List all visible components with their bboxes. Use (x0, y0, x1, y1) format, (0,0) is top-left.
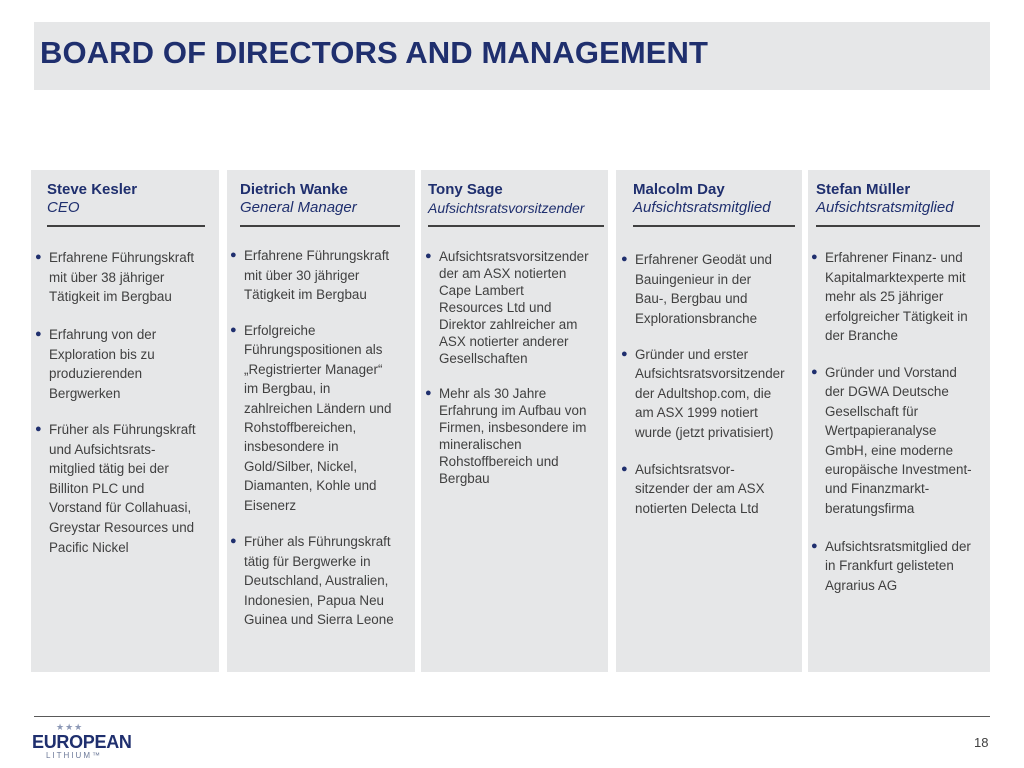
bullet-icon: ● (621, 463, 628, 475)
bullet-item: ● Früher als Führungskraft tätig für Bergwerke in Deutschland, Australien, Indonesien, Papua Neu Guinea und Sierra Leone (230, 534, 394, 628)
logo-wordmark: EUROPEAN (32, 732, 132, 752)
divider (47, 225, 205, 227)
bullet-icon: ● (230, 249, 237, 261)
bullet-icon: ● (425, 250, 432, 262)
bullet-item: ● Erfahrung von der Exploration bis zu produzierenden Bergwerken (35, 327, 157, 401)
bullet-item: ● Aufsichtsratsvor- sitzender der am ASX notierten Delecta Ltd (621, 462, 765, 516)
bullet-item: ● Erfahrene Führungskraft mit über 38 jähriger Tätigkeit im Bergbau (35, 250, 195, 305)
bullet-icon: ● (230, 535, 237, 547)
bullet-item: ● Gründer und erster Aufsichtsratsvorsitzender der Adultshop.com, die am ASX 1999 notiert wurde (jetzt privatisiert) (621, 347, 785, 440)
european-lithium-logo (32, 722, 132, 762)
bullet-icon: ● (621, 348, 628, 360)
person-name: Steve Kesler (47, 181, 138, 198)
column-tony-sage (421, 170, 608, 672)
bullet-icon: ● (35, 251, 42, 263)
page-number: 18 (974, 735, 989, 750)
person-role: Aufsichtsratsmitglied (816, 199, 954, 216)
bullet-icon: ● (811, 251, 818, 263)
bullet-icon: ● (621, 253, 628, 265)
person-role: CEO (47, 199, 80, 216)
column-dietrich-wanke (227, 170, 415, 672)
divider (240, 225, 400, 227)
person-role: Aufsichtsratsmitglied (633, 199, 771, 216)
bullet-item: ● Erfahrener Finanz- und Kapitalmarktexperte mit mehr als 25 jähriger erfolgreicher Tätigkeit in der Branche (811, 250, 968, 344)
bullet-item: ● Aufsichtsratsmitglied der in Frankfurt gelisteten Agrarius AG (811, 539, 971, 593)
person-name: Stefan Müller (816, 181, 911, 198)
bullet-icon: ● (35, 328, 42, 340)
bullet-item: ● Gründer und Vorstand der DGWA Deutsche Gesellschaft für Wertpapieranalyse GmbH, eine moderne europäische Investment- und Finanzmarkt- beratungsfirma (811, 365, 972, 516)
person-name: Tony Sage (428, 181, 503, 198)
bullet-icon: ● (35, 423, 42, 435)
bullet-item: ● Früher als Führungskraft und Aufsichtsrats- mitglied tätig bei der Billiton PLC und Vorstand für Collahuasi, Greystar Resources und Pacific Nickel (35, 422, 196, 555)
column-stefan-mueller (808, 170, 990, 672)
bullet-item: ● Erfahrene Führungskraft mit über 30 jähriger Tätigkeit im Bergbau (230, 248, 390, 303)
logo-subtitle: LITHIUM™ (46, 751, 102, 760)
bullet-icon: ● (811, 366, 818, 378)
divider (633, 225, 795, 227)
bullet-item: ● Erfahrener Geodät und Bauingenieur in der Bau-, Bergbau und Explorationsbranche (621, 252, 772, 326)
bullet-item: ● Aufsichtsratsvorsitzender der am ASX notierten Cape Lambert Resources Ltd und Direktor zahlreicher am ASX notierter anderer Gesellschaften (425, 249, 589, 366)
divider (816, 225, 980, 227)
logo-stars-icon: ★★★ (56, 722, 84, 732)
person-name: Malcolm Day (633, 181, 725, 198)
bullet-item: ● Erfolgreiche Führungspositionen als „Registrierter Manager“ im Bergbau, in zahlreichen Ländern und Rohstoffbereichen, insbesondere in Gold/Silber, Nickel, Diamanten, Kohle und Eisenerz (230, 323, 392, 513)
column-steve-kesler (31, 170, 219, 672)
person-name: Dietrich Wanke (240, 181, 348, 198)
page-title: BOARD OF DIRECTORS AND MANAGEMENT (40, 35, 709, 70)
bullet-icon: ● (425, 387, 432, 399)
footer-divider (34, 716, 990, 717)
person-role: Aufsichtsratsvorsitzender (428, 200, 585, 216)
bullet-item: ● Mehr als 30 Jahre Erfahrung im Aufbau von Firmen, insbesondere im mineralischen Rohstoffbereich und Bergbau (425, 386, 587, 486)
divider (428, 225, 604, 227)
column-malcolm-day (616, 170, 802, 672)
bullet-icon: ● (811, 540, 818, 552)
bullet-icon: ● (230, 324, 237, 336)
person-role: General Manager (240, 199, 357, 216)
